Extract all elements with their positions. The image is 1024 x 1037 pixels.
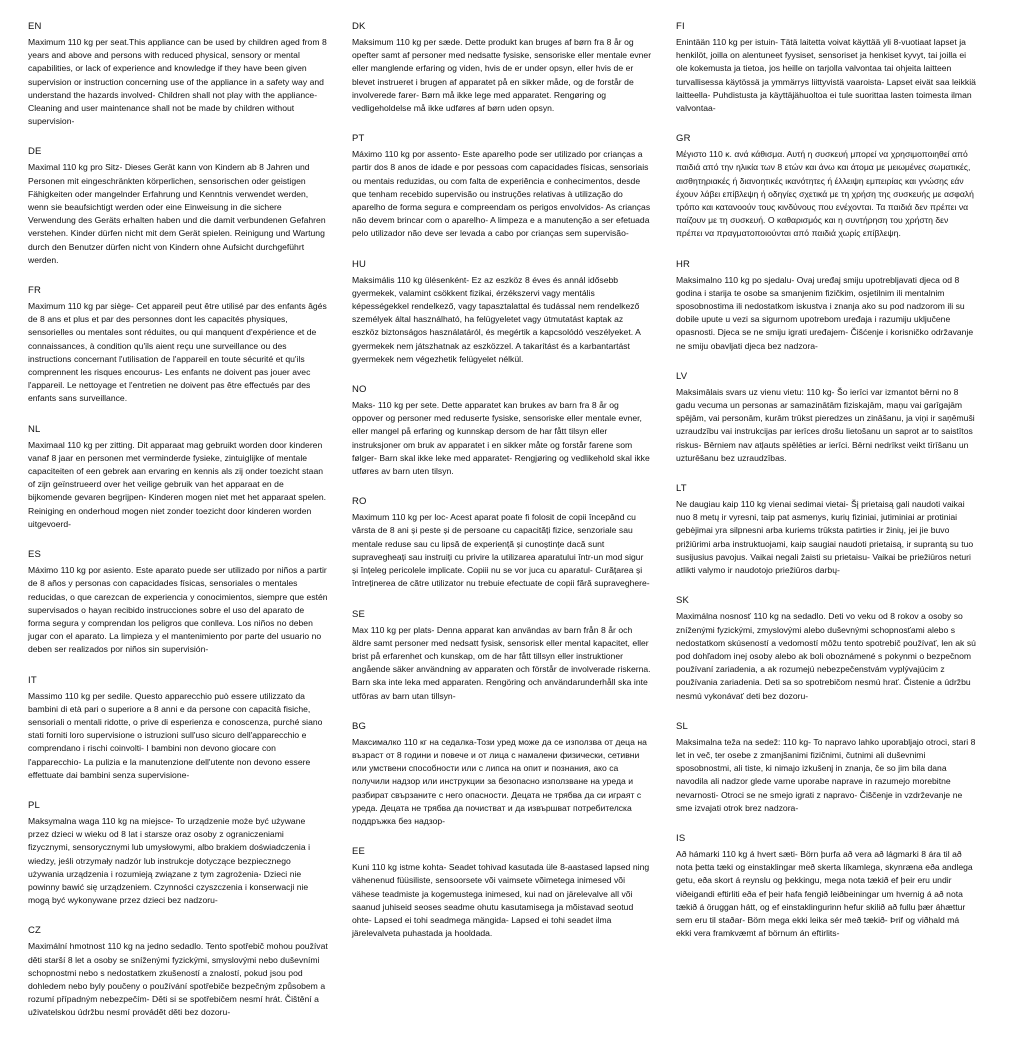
language-code: ES	[28, 549, 42, 561]
language-code: DE	[28, 146, 42, 158]
text-column-1	[28, 20, 328, 1037]
language-entry	[352, 720, 652, 828]
language-text: Maksimális 110 kg ülésenként- Ez az eszköz 8 éves és annál idősebb gyermekek, valamint csökkent fizikai, érzékszervi vagy mentális képességekkel rendelkező, vagy tapasztalattal és tudással nem rendelkező személyek által használható, ha felügyeletet vagy útmutatást kaptak az eszköz biztonságos használatáról, és megértik a kapcsolódó veszélyeket. A gyermekek nem játszhatnak az eszközzel. A takarítást és a karbantartást gyermekek nem végezhetik felügyelet nélkül.	[352, 274, 641, 364]
language-text: Maximal 110 kg pro Sitz- Dieses Gerät kann von Kindern ab 8 Jahren und Personen mit eingeschränkten körperlichen, sensorischen oder geistigen Fähigkeiten oder mangelnder Erfahrung und Kenntnis verwendet werden, wenn sie beaufsichtigt werden oder eine Einweisung in die sichere Verwendung des Geräts erhalten haben und die damit verbundenen Gefahren verstehen. Kinder dürfen nicht mit dem Gerät spielen. Reinigung und Wartung durch den Benutzer dürfen nicht von Kindern ohne Aufsicht durchgeführt werden.	[28, 162, 326, 265]
language-entry	[676, 594, 976, 702]
language-entry	[676, 720, 976, 815]
language-text: Massimo 110 kg per sedile. Questo apparecchio può essere utilizzato da bambini di età pari o superiore a 8 anni e da persone con capacità fisiche, sensoriali o mentali ridotte, o prive di esperienza e conoscenza, purché siano stati forniti loro supervisione o istruzioni sull'uso sicuro dell'apparecchio e comprendano i rischi coinvolti- I bambini non devono giocare con l'apparecchio- La pulizia e la manutenzione dell'utente non devono essere effettuate dai bambini senza supervisione-	[28, 690, 323, 780]
language-code: SL	[676, 720, 689, 732]
language-text: Máximo 110 kg por assento- Este aparelho pode ser utilizado por crianças a partir dos 8 anos de idade e por pessoas com capacidades físicas, sensoriais ou mentais reduzidas, ou com falta de experiência e conhecimentos, desde que tenham recebido supervisão ou instruções relativas à utilização do aparelho de forma segura e compreendam os perigos envolvidos- As crianças não devem brincar com o aparelho- A limpeza e a manutenção a ser efetuada pelo utilizador não deve ser levada a cabo por crianças sem supervisão-	[352, 149, 651, 239]
language-text: Max 110 kg per plats- Denna apparat kan användas av barn från 8 år och äldre samt personer med nedsatt fysisk, sensorisk eller mental kapacitet, eller brist på erfarenhet och kunskap, om de har fått tillsyn eller instruktioner angående säker användning av apparaten och förstår de involverade riskerna. Barn ska inte leka med apparaten. Rengöring och användarunderhåll ska inte utföras av barn utan tillsyn-	[352, 624, 651, 701]
language-code: PT	[352, 133, 365, 145]
language-entry	[352, 608, 652, 703]
language-entry	[676, 832, 976, 940]
language-code: EE	[352, 846, 366, 858]
language-code: RO	[352, 496, 367, 508]
language-code: EN	[28, 21, 42, 32]
text-column-2	[352, 20, 652, 957]
language-entry	[28, 924, 328, 1019]
language-text: Maximum 110 kg par siège- Cet appareil peut être utilisé par des enfants âgés de 8 ans et plus et par des personnes dont les capacités physiques, sensorielles ou mentales sont réduites, ou qui manquent d'expérience et de connaissances, à condition qu'ils aient reçu une surveillance ou des instructions concernant l'utilisation de l'appareil en toute sécurité et qu'ils comprennent les risques encourus- Les enfants ne doivent pas jouer avec l'appareil. Le nettoyage et l'entretien ne doivent pas être effectués par des enfants sans surveillance.	[28, 301, 327, 404]
language-code: LT	[676, 483, 687, 495]
language-entry	[28, 548, 328, 656]
language-entry	[352, 258, 652, 366]
language-text: Maximaal 110 kg per zitting. Dit apparaat mag gebruikt worden door kinderen vanaf 8 jaar en personen met verminderde fysieke, zintuiglijke of mentale capaciteiten of een gebrek aan ervaring en kennis als zij onder toezicht staan of zijn geïnstrueerd over het veilige gebruik van het apparaat en de bijkomende gevaren begrijpen- Kinderen mogen niet met het apparaat spelen. Reiniging en onderhoud mogen niet zonder toezicht door kinderen worden uitgevoerd-	[28, 439, 327, 529]
language-code: GR	[676, 133, 691, 145]
columns-container	[28, 20, 1000, 1018]
language-code: NL	[28, 423, 41, 435]
language-text: Maximálna nosnosť 110 kg na sedadlo. Deti vo veku od 8 rokov a osoby so zníženými fyzickými, zmyslovými alebo duševnými schopnosťami alebo s nedostatkom skúseností a vedomostí môžu tento spotrebič používať, len ak sú pod dohľadom inej osoby alebo ak boli oboznámené s pokynmi o bezpečnom používaní zariadenia, a ak rozumejú nebezpečenstvám vyplývajúcim z používania zariadenia. Deti sa so spotrebičom nesmú hrať. Čistenie a údržbu nesmú vykonávať deti bez dozoru-	[676, 611, 976, 701]
language-entry	[28, 423, 328, 531]
language-entry	[676, 132, 976, 240]
language-entry	[352, 495, 652, 590]
language-entry	[676, 258, 976, 353]
language-entry	[676, 370, 976, 465]
language-entry	[676, 482, 976, 577]
language-text: Maximum 110 kg per loc- Acest aparat poate fi folosit de copii începând cu vârsta de 8 ani și peste și de persoane cu capacități fizice, senzoriale sau mentale reduse sau cu lipsă de experiență și cunoștințe dacă sunt supravegheați sau instruiți cu privire la utilizarea aparatului într-un mod sigur și înțeleg pericolele implicate. Copiii nu se vor juca cu aparatul- Curățarea și întreținerea de către utilizator nu trebuie efectuate de copii fără supraveghere-	[352, 512, 650, 589]
language-code: IT	[28, 674, 37, 686]
language-text: Maks- 110 kg per sete. Dette apparatet kan brukes av barn fra 8 år og oppover og personer med reduserte fysiske, sensoriske eller mentale evner, eller mangel på erfaring og kunnskap dersom de har fått tilsyn eller instruksjoner om bruk av apparatet i en sikker måte og forstår farene som følger- Barn skal ikke leke med apparatet- Rengjøring og vedlikehold skal ikke utføres av barn uten tilsyn.	[352, 400, 650, 477]
language-code: SK	[676, 595, 690, 607]
language-entry	[352, 132, 652, 240]
language-code: HU	[352, 258, 367, 270]
language-entry	[352, 845, 652, 940]
language-entry	[28, 674, 328, 782]
language-text: Enintään 110 kg per istuin- Tätä laitetta voivat käyttää yli 8-vuotiaat lapset ja henkilöt, joilla on alentuneet fyysiset, sensoriset ja henkiset kyvyt, tai joilla ei ole kokemusta ja tietoa, jos heille on tarjolla valvontaa tai ohjeita laitteen turvallisessa käytössä ja ymmärrys liittyvistä vaaroista- Lapset eivät saa leikkiä laitteella- Puhdistusta ja käyttäjähuoltoa ei tule suorittaa lasten toimesta ilman valvontaa-	[676, 37, 976, 114]
language-text: Maksimalno 110 kg po sjedalu- Ovaj uređaj smiju upotrebljavati djeca od 8 godina i starija te osobe sa smanjenim fizičkim, osjetilnim ili mentalnim sposobnostima ili nedostatkom iskustva i znanja ako su pod nadzorom ili su dobile upute u vezi sa sigurnom upotrebom uređaja i razumiju uključene opasnosti. Djeca se ne smiju igrati uređajem- Čišćenje i korisničko održavanje ne smiju obavljati djeca bez nadzora-	[676, 274, 974, 351]
language-entry	[28, 145, 328, 267]
language-text: Maksymalna waga 110 kg na miejsce- To urządzenie może być używane przez dzieci w wieku od 8 lat i starsze oraz osoby z ograniczeniami fizycznymi, sensorycznymi lub umysłowymi, albo brakiem doświadczenia i wiedzy, jeśli otrzymały nadzór lub instrukcje dotyczące bezpiecznego używania urządzenia i rozumieją związane z tym zagrożenia- Dzieci nie powinny bawić się urządzeniem. Czynności czyszczenia i konserwacji nie mogą być wykonywane przez dzieci bez nadzoru-	[28, 815, 310, 906]
language-code: FR	[28, 285, 42, 297]
language-text: Maximum 110 kg per seat.This appliance can be used by children aged from 8 years and above and persons with reduced physical, sensory or mental capabilities, or lack of experience and knowledge if they have been given supervision or instruction concerning use of the appliance in a safety way and understand the hazards involved- Children shall not play with the appliance- Cleaning and user maintenance shall not be made by children without supervision-	[28, 37, 327, 127]
language-text: Μέγιστο 110 κ. ανά κάθισμα. Αυτή η συσκευή μπορεί να χρησιμοποιηθεί από παιδιά από την ηλικία των 8 ετών και άνω και άτομα με μειωμένες σωματικές, αισθητηριακές ή διανοητικές ικανότητες ή έλλειψη εμπειρίας και γνώσης εάν έχουν λάβει επίβλεψη ή οδηγίες σχετικά με τη χρήση της συσκευής με ασφαλή τρόπο και κατανοούν τους κινδύνους που ενέχονται. Τα παιδιά δεν πρέπει να παίζουν με τη συσκευή. Ο καθαρισμός και η συντήρηση του χρήστη δεν πρέπει να πραγματοποιούνται από παιδιά χωρίς επίβλεψη.	[676, 149, 974, 239]
language-text: Maksimum 110 kg per sæde. Dette produkt kan bruges af børn fra 8 år og opefter samt af personer med nedsatte fysiske, sensoriske eller mentale evner eller manglende erfaring og viden, hvis de er under opsyn, eller hvis de er blevet instrueret i brugen af apparatet på en sikker måde, og de forstår de involverede farer- Børn må ikke lege med apparatet. Rengøring og vedligeholdelse må ikke udføres af børn uden opsyn.	[352, 37, 652, 114]
language-code: NO	[352, 384, 367, 396]
language-text: Að hámarki 110 kg á hvert sæti- Börn þurfa að vera að lágmarki 8 ára til að nota þetta tæki og einstaklingar með skerta líkamlega, skynræna eða andlega getu, eða skort á reynslu og þekkingu, mega nota tækið ef þeir eru undir viðeigandi eftirliti eða ef þeir hafa fengið leiðbeiningar um hvernig á að nota tækið á öruggan hátt, og ef einstaklingurinn hefur skilið að fullu þær áhættur sem eru til staðar- Börn mega ekki leika sér með tækið- Þrif og viðhald má ekki vera framkvæmt af börnum án eftirlits-	[676, 848, 973, 939]
language-code: IS	[676, 832, 686, 844]
language-entry	[28, 799, 328, 907]
language-entry	[28, 284, 328, 406]
language-text: Maksimalna teža na sedež: 110 kg- To napravo lahko uporabljajo otroci, stari 8 let in več, ter osebe z zmanjšanimi fizičnimi, čutnimi ali duševnimi sposobnostmi, ali tiste, ki nimajo izkušenj in znanja, če so jim bila dana navodila ali nadzor glede varne uporabe naprave in razumejo morebitne nevarnosti- Otroci se ne smejo igrati z napravo- Čiščenje in vzdrževanje ne sme izvajati otrok brez nadzora-	[676, 736, 976, 813]
language-code: BG	[352, 720, 367, 732]
language-entry	[28, 20, 328, 128]
language-code: DK	[352, 21, 366, 32]
language-text: Maximální hmotnost 110 kg na jedno sedadlo. Tento spotřebič mohou používat děti starší 8 let a osoby se sníženými fyzickými, smyslovými nebo duševními schopnostmi nebo s nedostatkem zkušeností a znalostí, pokud jsou pod dohledem nebo byly poučeny o používání spotřebiče bezpečným způsobem a rozumí případným nebezpečím- Děti si se spotřebičem nesmí hrát. Čištění a uživatelskou údržbu nesmí provádět děti bez dozoru-	[28, 941, 328, 1018]
language-text: Maksimālais svars uz vienu vietu: 110 kg- Šo ierīci var izmantot bērni no 8 gadu vecuma un personas ar samazinātām fiziskajām, maņu vai garīgajām spējām, vai personām, kurām trūkst pieredzes un zināšanu, ja viņi ir saņēmuši uzraudzību vai instrukcijas par ierīces drošu lietošanu un saprot ar to saistītos riskus- Bērniem nav atļauts spēlēties ar ierīci. Bērni nedrīkst veikt tīrīšanu un uzturēšanu bez uzraudzības.	[676, 386, 975, 463]
language-text: Kuni 110 kg istme kohta- Seadet tohivad kasutada üle 8-aastased lapsed ning vähenenud füüsiliste, sensoorsete või vaimsete võimetega inimesed või vähese teadmiste ja kogemustega inimesed, kui nad on järelevalve all või saanud juhiseid seoses seadme ohutu kasutamisega ja mõistavad seotud ohte- Lapsed ei tohi seadmega mängida- Lapsed ei tohi seadet ilma järelevalveta puhastada ja hooldada.	[352, 862, 650, 939]
language-code: SE	[352, 608, 366, 620]
language-text: Máximo 110 kg por asiento. Este aparato puede ser utilizado por niños a partir de 8 años y personas con capacidades físicas, sensoriales o mentales reducidas, o que carezcan de experiencia y conocimientos, siempre que estén supervisados o hayan recibido instrucciones sobre el uso del aparato de forma segura y comprendan los peligros que conlleva. Los niños no deben jugar con el aparato. La limpieza y el mantenimiento por parte del usuario no deben ser realizados por niños sin supervisión-	[28, 565, 328, 655]
language-code: CZ	[28, 925, 42, 937]
language-entry	[352, 20, 652, 115]
language-entry	[352, 383, 652, 478]
language-text: Максималко 110 кг на седалка-Този уред може да се използва от деца на възраст от 8 години и повече и от лица с намалени физически, сетивни или умствени способности или с липса на опит и познания, ако са получили надзор или инструкции за безопасно използване на уреда и разбират свързаните с него опасности. Децата не трябва да си играят с уреда. Децата не трябва да почистват и да извършват потребителска поддръжка без надзор-	[352, 736, 647, 826]
language-code: LV	[676, 370, 688, 382]
language-code: HR	[676, 258, 691, 270]
language-code: PL	[28, 799, 41, 811]
language-text: Ne daugiau kaip 110 kg vienai sedimai vietai- Šį prietaisą gali naudoti vaikai nuo 8 metų ir vyresni, taip pat asmenys, kurių fiziniai, jutiminiai ar protiniai gebėjimai yra silpnesni arba kuriems trūksta patirties ir žinių, jei jie buvo prižiūrimi arba instruktuojami, kaip saugiai naudoti prietaisą, ir suprantą su tuo susijusius pavojus. Vaikai negali žaisti su prietaisu- Vaikai be priežiūros neturi atlikti valymo ir naudotojo priežiūros darbų-	[676, 499, 974, 576]
language-entry	[676, 20, 976, 115]
text-column-3	[676, 20, 976, 957]
language-code: FI	[676, 21, 685, 32]
